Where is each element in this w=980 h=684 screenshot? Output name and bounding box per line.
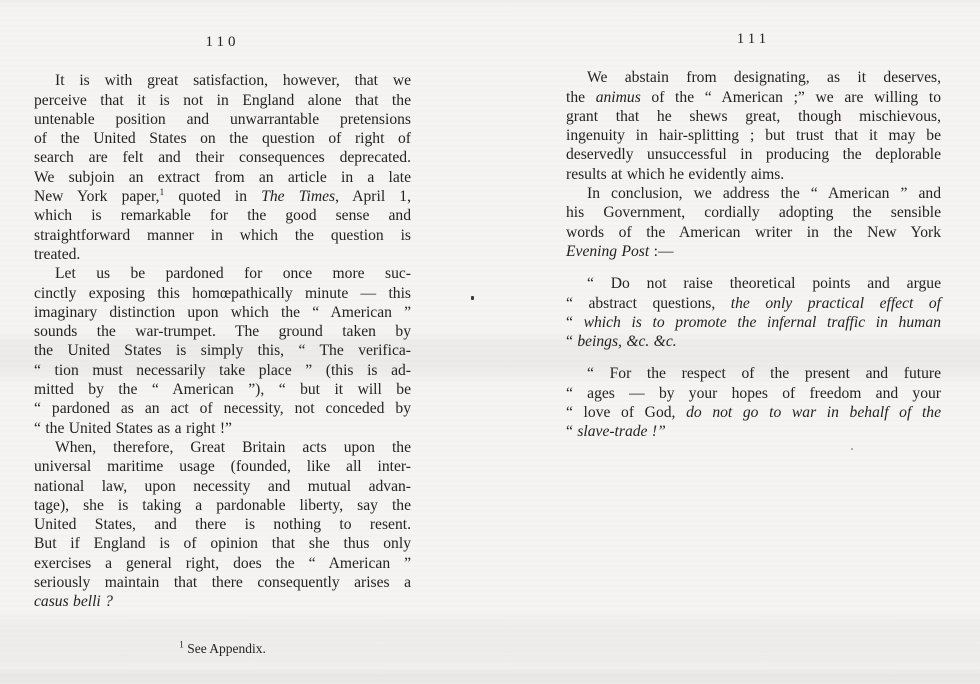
text-line <box>34 399 411 418</box>
text-segment: grant that he shews great, though mischievous, <box>566 107 941 125</box>
text-line <box>566 274 941 293</box>
text-line <box>566 88 941 107</box>
text-segment: straightforward manner in which the question is <box>34 226 411 244</box>
text-line <box>34 573 411 592</box>
text-segment: “ abstract questions, <box>566 294 731 312</box>
text-line <box>34 245 411 264</box>
text-segment: cinctly exposing this homœpathically minute — this <box>34 284 411 302</box>
text-segment: It is with great satisfaction, however, that we <box>55 72 411 90</box>
text-line <box>566 223 941 242</box>
text-line <box>566 364 941 383</box>
text-line <box>566 68 941 87</box>
text-segment: beings, &c. &c. <box>577 333 677 351</box>
text-segment: which is to promote the infernal traffic in human <box>583 313 942 331</box>
text-segment: “ <box>566 423 578 441</box>
text-segment: “ love of God, <box>566 404 687 422</box>
text-segment: of the “ American ;” we are willing to <box>640 88 941 106</box>
text-line <box>34 361 411 380</box>
text-segment: “ Do not raise theoretical points and argue <box>587 275 941 293</box>
text-segment: “ ages — by your hopes of freedom and your <box>566 384 941 402</box>
text-segment: sounds the war-trumpet. The ground taken by <box>34 323 411 341</box>
text-line <box>34 341 411 360</box>
text-line <box>34 148 411 167</box>
text-line <box>566 403 941 422</box>
page-111-body <box>566 68 941 441</box>
page-number-right: 111 <box>736 31 771 47</box>
text-line <box>566 422 941 441</box>
text-segment: his Government, cordially adopting the sensible <box>566 204 941 222</box>
footnote-marker: 1 <box>159 187 165 198</box>
text-line <box>34 592 411 611</box>
footnote-marker: 1 <box>179 640 184 651</box>
text-segment: In conclusion, we address the “ American ” and <box>587 185 941 203</box>
text-segment: the United States is simply this, “ The verifica- <box>34 342 411 360</box>
text-segment: do not go to war in behalf of the <box>686 404 941 422</box>
text-line <box>34 71 411 90</box>
text-segment: of the United States on the question of right of <box>34 130 411 148</box>
text-line <box>566 107 941 126</box>
text-line <box>34 534 411 553</box>
footnote-text: See Appendix. <box>183 640 266 656</box>
text-segment: exercises a general right, does the “ American ” <box>34 554 411 572</box>
text-segment: United States, and there is nothing to resent. <box>34 516 411 534</box>
text-segment: We abstain from designating, as it deserves, <box>587 69 941 87</box>
paragraph <box>34 264 411 438</box>
text-segment: New York paper, <box>34 188 160 206</box>
text-line <box>566 184 941 203</box>
text-segment: results at which he evidently aims. <box>566 165 785 183</box>
text-segment: tage), she is taking a pardonable liberty, say the <box>34 496 411 514</box>
text-segment: Evening Post <box>566 242 650 260</box>
text-segment: universal maritime usage (founded, like all inter- <box>34 458 411 476</box>
quote-block <box>566 274 941 351</box>
scan-speck <box>851 448 853 450</box>
page-110-body <box>34 71 411 611</box>
paragraph <box>566 184 941 261</box>
text-line <box>34 206 411 225</box>
text-line <box>566 294 941 313</box>
text-line <box>34 284 411 303</box>
paragraph <box>566 68 941 184</box>
text-segment: quoted in <box>164 188 262 206</box>
text-line <box>34 554 411 573</box>
text-line <box>566 126 941 145</box>
text-segment: “ For the respect of the present and future <box>587 365 941 383</box>
page-number-left: 110 <box>205 34 240 50</box>
text-segment: The Times <box>261 188 336 206</box>
text-segment: untenable position and unwarrantable pretensions <box>34 110 411 128</box>
text-segment: When, therefore, Great Britain acts upon the <box>55 438 411 456</box>
text-line <box>34 322 411 341</box>
text-line <box>34 91 411 110</box>
text-segment: ingenuity in hair-splitting ; but trust that it may be <box>566 127 941 145</box>
text-segment: which is remarkable for the good sense and <box>34 207 411 225</box>
text-segment: perceive that it is not in England alone that the <box>34 91 411 109</box>
text-segment: But if England is of opinion that she thus only <box>34 535 411 553</box>
text-line <box>34 380 411 399</box>
text-line <box>566 165 941 184</box>
text-segment: animus <box>595 88 641 106</box>
text-segment: words of the American writer in the New York <box>566 223 941 241</box>
text-line <box>34 515 411 534</box>
text-segment: Let us be pardoned for once more suc- <box>55 265 411 283</box>
text-segment: “ pardoned as an act of necessity, not conceded by <box>34 400 411 418</box>
text-line <box>34 264 411 283</box>
paragraph <box>34 71 411 264</box>
text-line <box>34 457 411 476</box>
text-line <box>34 438 411 457</box>
text-segment: the <box>566 88 596 106</box>
text-segment: “ <box>566 313 584 331</box>
text-segment: search are felt and their consequences deprecated. <box>34 149 411 167</box>
text-line <box>34 187 411 206</box>
text-segment: treated. <box>34 245 81 263</box>
text-segment: imaginary distinction upon which the “ American ” <box>34 303 411 321</box>
text-line <box>34 419 411 438</box>
text-line <box>34 168 411 187</box>
text-line <box>34 226 411 245</box>
quote-block <box>566 364 941 441</box>
text-segment: seriously maintain that there consequently arises a <box>34 574 411 592</box>
scan-speck <box>471 296 474 300</box>
text-segment: national law, upon necessity and mutual advan- <box>34 477 411 495</box>
text-segment: casus belli ? <box>34 593 113 611</box>
text-segment: “ the United States as a right !” <box>34 419 232 437</box>
text-segment: mitted by the “ American ”), “ but it will be <box>34 381 411 399</box>
text-segment: :— <box>649 242 674 260</box>
text-line <box>566 384 941 403</box>
text-line <box>34 129 411 148</box>
text-segment: slave-trade !” <box>577 423 666 441</box>
text-segment: , April 1, <box>335 188 411 206</box>
text-line <box>566 203 941 222</box>
text-line <box>34 496 411 515</box>
text-segment: “ <box>566 333 578 351</box>
text-line <box>566 145 941 164</box>
paragraph <box>34 438 411 612</box>
text-line <box>34 477 411 496</box>
text-line <box>566 242 941 261</box>
text-line <box>34 303 411 322</box>
text-line <box>566 313 941 332</box>
text-line <box>34 110 411 129</box>
text-line <box>566 332 941 351</box>
page-111 <box>566 30 941 442</box>
text-segment: deservedly unsuccessful in producing the deplorable <box>566 146 941 164</box>
page-110 <box>34 33 411 658</box>
text-segment: We subjoin an extract from an article in a late <box>34 168 411 186</box>
text-segment: the only practical effect of <box>730 294 941 312</box>
footnote <box>34 639 411 658</box>
text-segment: “ tion must necessarily take place ” (this is ad- <box>34 361 411 379</box>
